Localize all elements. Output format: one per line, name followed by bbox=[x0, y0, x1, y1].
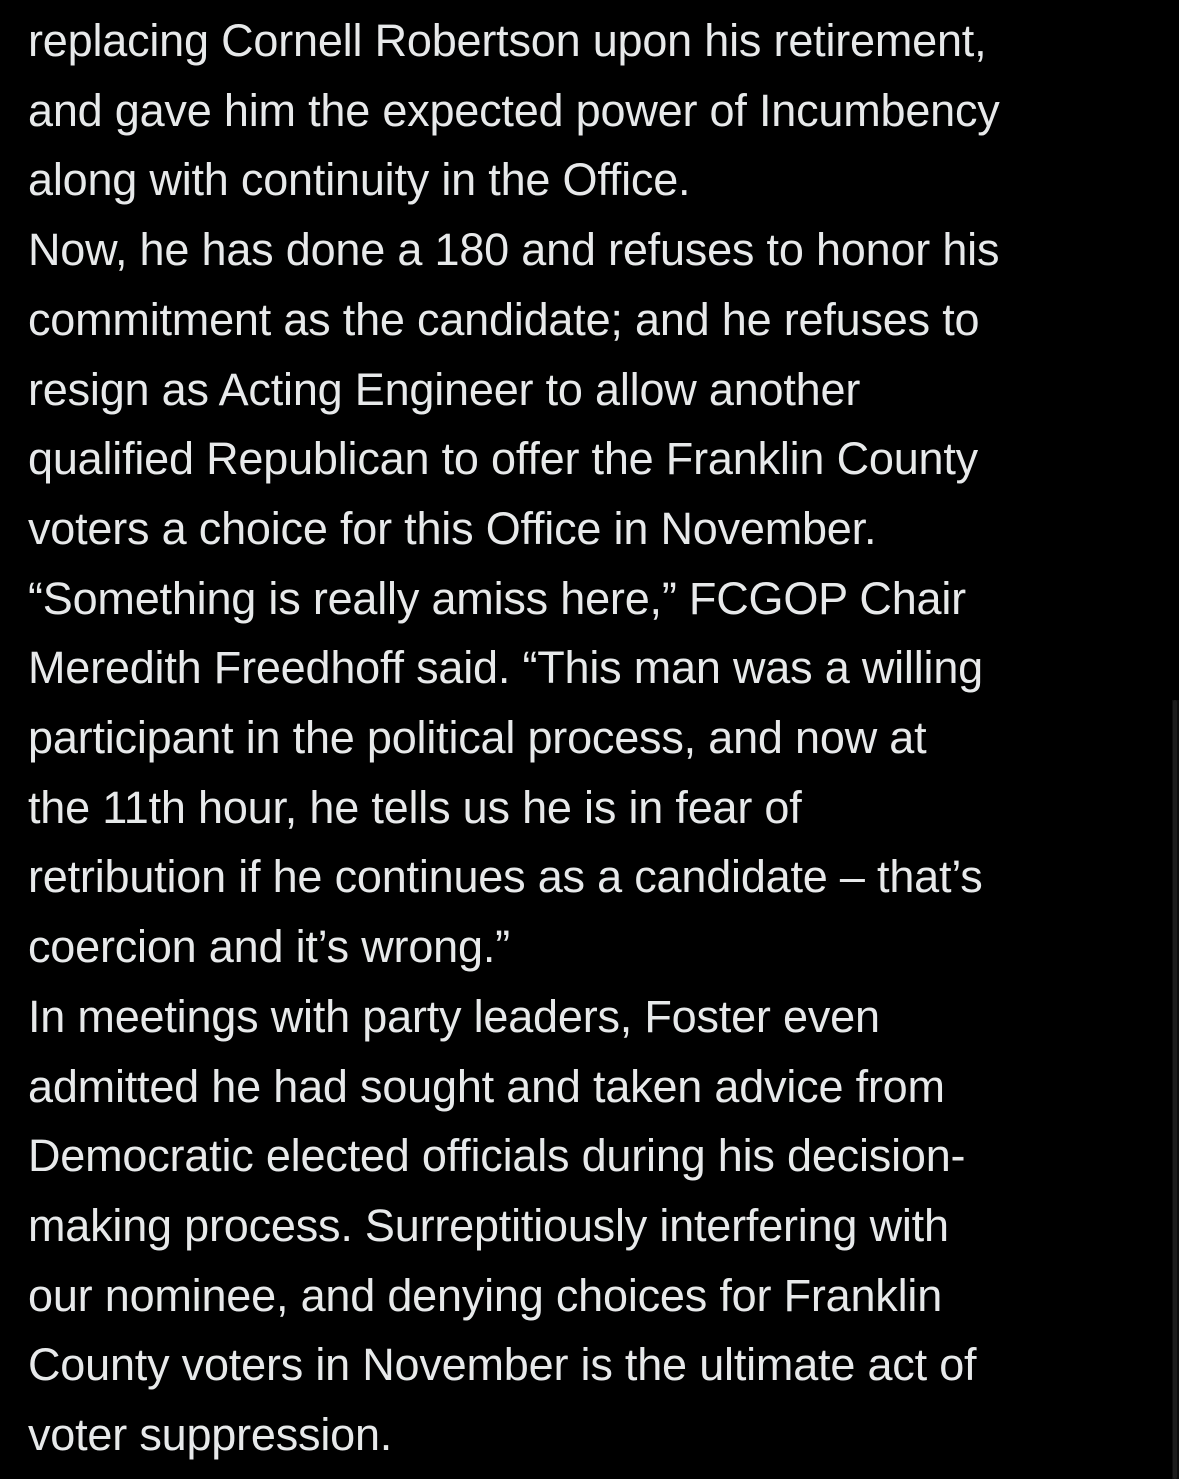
scrollbar[interactable] bbox=[1172, 700, 1179, 1479]
post-text-line: participant in the political process, and now at bbox=[28, 712, 927, 764]
post-text-line: Democratic elected officials during his decision- bbox=[28, 1130, 966, 1182]
post-text-line: replacing Cornell Robertson upon his retirement, bbox=[28, 15, 987, 66]
post-text-line: “Something is really amiss here,” FCGOP Chair bbox=[28, 572, 966, 624]
post-text-line: County voters in November is the ultimate act of bbox=[28, 1339, 977, 1391]
post-text-line: retribution if he continues as a candidate – that’s bbox=[28, 851, 983, 903]
post-text-line: the 11th hour, he tells us he is in fear of bbox=[28, 781, 802, 833]
post-text-line: voters a choice for this Office in November. bbox=[28, 502, 877, 554]
post-text-line: and gave him the expected power of Incumbency bbox=[28, 84, 1000, 136]
post-text-line: commitment as the candidate; and he refuses to bbox=[28, 293, 980, 345]
post-text-line: admitted he had sought and taken advice from bbox=[28, 1060, 945, 1112]
post-text-line: our nominee, and denying choices for Franklin bbox=[28, 1269, 943, 1321]
post-text-line: along with continuity in the Office. bbox=[28, 154, 691, 206]
post-text bbox=[28, 6, 1158, 1470]
post-text-line: Now, he has done a 180 and refuses to honor his bbox=[28, 224, 1000, 276]
scrollbar-thumb[interactable] bbox=[1173, 700, 1177, 1479]
post-text-line: making process. Surreptitiously interfering with bbox=[28, 1199, 949, 1251]
post-text-line: resign as Acting Engineer to allow another bbox=[28, 363, 861, 415]
post-text-line: coercion and it’s wrong.” bbox=[28, 921, 510, 973]
post-text-line: In meetings with party leaders, Foster even bbox=[28, 990, 880, 1042]
post-text-line: qualified Republican to offer the Franklin County bbox=[28, 433, 978, 485]
post-text-line: Meredith Freedhoff said. “This man was a willing bbox=[28, 642, 983, 694]
post-text-line: voter suppression. bbox=[28, 1409, 393, 1461]
